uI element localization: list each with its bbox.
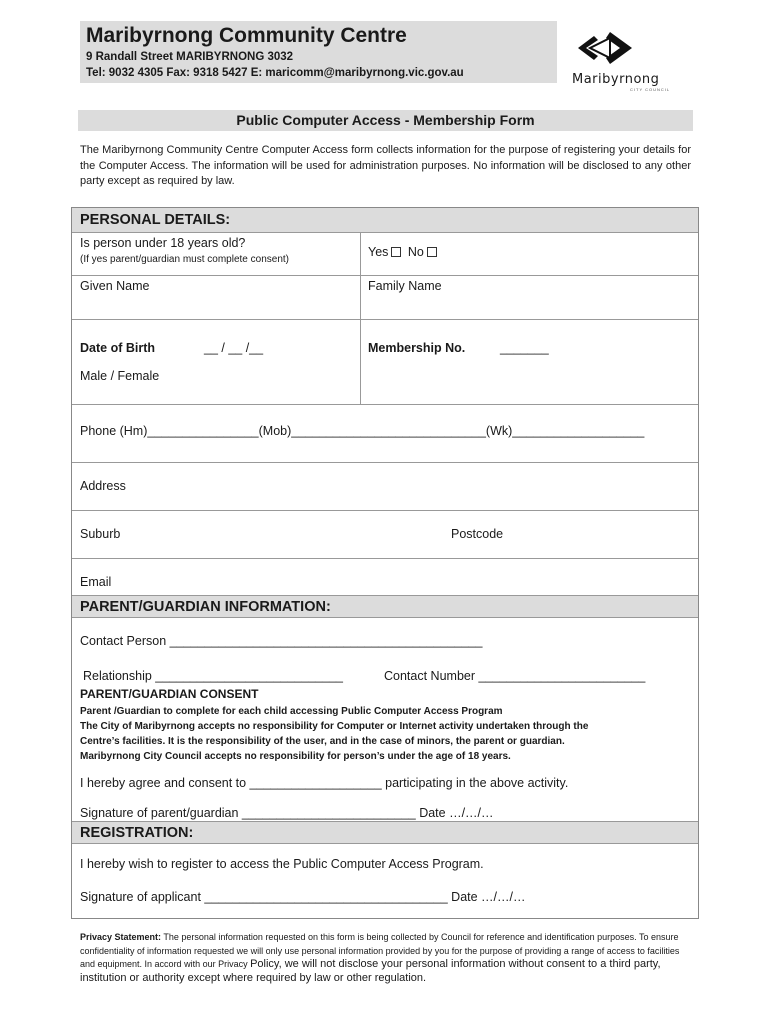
applicant-signature-field[interactable]: Signature of applicant ___________________________________ Date …/…/… (80, 890, 526, 904)
dob-label: Date of Birth (80, 341, 155, 355)
dob-field[interactable]: __ / __ /__ (204, 341, 264, 355)
membership-form (71, 207, 699, 919)
email-field[interactable]: Email (80, 575, 112, 589)
guardian-section (72, 618, 698, 822)
form-title: Public Computer Access - Membership Form (78, 110, 693, 131)
email-row (72, 559, 698, 596)
org-address: 9 Randall Street MARIBYRNONG 3032 (86, 51, 294, 63)
name-row (72, 276, 698, 320)
registration-section (72, 844, 698, 919)
under18-question: Is person under 18 years old? (80, 236, 246, 250)
org-contact: Tel: 9032 4305 Fax: 9318 5427 E: maricomm@maribyrnong.vic.gov.au (86, 67, 464, 79)
agree-field[interactable]: I hereby agree and consent to ___________________ participating in the above activity. (80, 776, 569, 790)
divider (360, 320, 361, 405)
privacy-text-large: Policy, we will not disclose your personal information without consent to a third party, institution or authority except where required by law or other regulation. (80, 958, 661, 984)
address-field[interactable]: Address (80, 479, 126, 493)
privacy-statement (80, 931, 695, 985)
given-name-field[interactable]: Given Name (80, 279, 150, 293)
under18-note: (If yes parent/guardian must complete consent) (80, 254, 289, 265)
family-name-field[interactable]: Family Name (368, 279, 442, 293)
header-block (80, 21, 557, 83)
contact-number-field[interactable]: Contact Number ________________________ (384, 669, 646, 683)
guardian-heading: PARENT/GUARDIAN INFORMATION: (72, 596, 698, 618)
phone-row (72, 405, 698, 463)
yes-label: Yes (368, 245, 389, 259)
membership-label: Membership No. (368, 341, 466, 355)
maribyrnong-logo (570, 30, 690, 94)
consent-heading: PARENT/GUARDIAN CONSENT (80, 687, 259, 701)
suburb-field[interactable]: Suburb (80, 527, 121, 541)
privacy-label: Privacy Statement: (80, 932, 162, 942)
no-label: No (407, 245, 424, 259)
org-name: Maribyrnong Community Centre (86, 24, 407, 47)
logo-text: Maribyrnong (572, 72, 660, 87)
contact-person-field[interactable]: Contact Person _____________________________________________ (80, 634, 483, 648)
no-checkbox[interactable] (427, 247, 437, 257)
logo-subtext: CITY COUNCIL (630, 87, 671, 92)
divider (360, 276, 361, 320)
under18-options (368, 245, 440, 259)
yes-checkbox[interactable] (391, 247, 401, 257)
guardian-signature-field[interactable]: Signature of parent/guardian _________________________ Date …/…/… (80, 806, 494, 820)
membership-field[interactable]: _______ (500, 341, 549, 355)
dob-row (72, 320, 698, 405)
consent-text (80, 704, 588, 764)
personal-details-heading: PERSONAL DETAILS: (72, 208, 698, 233)
under18-row (72, 233, 698, 276)
divider (360, 233, 361, 276)
privacy-text: The personal information requested on this form is being collected by Council for reference and identification purposes. To ensure confidentiality of information requested we will only use personal information provided by you for the purpose of providing a range of access to facilities and equipment. In accord with our Privacy (80, 932, 680, 969)
consent-line: Centre’s facilities. It is the responsibility of the user, and in the case of minors, the parent or guardian. (80, 736, 565, 747)
intro-paragraph: The Maribyrnong Community Centre Computer Access form collects information for the purpose of registering your details for the Computer Access. The information will be used for administration purposes. No information will be disclosed to any other party except as required by law. (80, 144, 691, 187)
gender-field[interactable]: Male / Female (80, 369, 160, 383)
address-row (72, 463, 698, 511)
postcode-field[interactable]: Postcode (451, 527, 504, 541)
logo-mark-icon (570, 30, 650, 72)
consent-line: Maribyrnong City Council accepts no responsibility for person’s under the age of 18 years. (80, 751, 511, 762)
registration-heading: REGISTRATION: (72, 822, 698, 844)
consent-line: The City of Maribyrnong accepts no responsibility for Computer or Internet activity undertaken through the (80, 721, 589, 732)
suburb-row (72, 511, 698, 559)
consent-line: Parent /Guardian to complete for each child accessing Public Computer Access Program (80, 706, 503, 717)
registration-statement: I hereby wish to register to access the Public Computer Access Program. (80, 857, 484, 871)
relationship-field[interactable]: Relationship ___________________________ (83, 669, 343, 683)
phone-field[interactable]: Phone (Hm)________________(Mob)____________________________(Wk)___________________ (80, 424, 645, 438)
